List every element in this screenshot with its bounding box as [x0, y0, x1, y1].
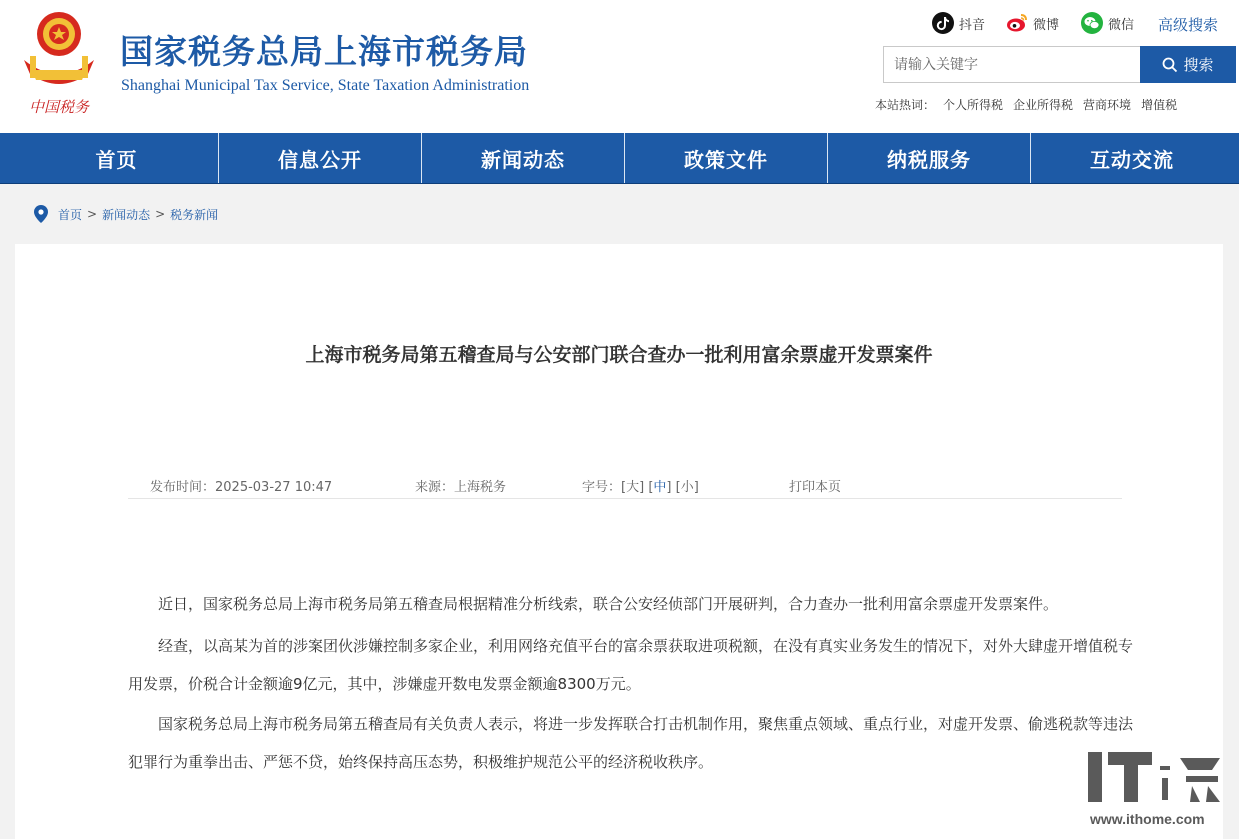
location-pin-icon	[34, 205, 48, 223]
font-size-medium[interactable]: 中	[653, 480, 667, 495]
article-source	[415, 476, 506, 495]
hot-words	[875, 96, 1177, 113]
search-button[interactable]	[1140, 46, 1236, 83]
publish-time	[150, 476, 332, 495]
search-icon	[1162, 57, 1178, 73]
hot-word-link[interactable]: 企业所得税	[1013, 98, 1074, 112]
article-paragraph: 国家税务总局上海市税务局第五稽查局有关负责人表示，将进一步发挥联合打击机制作用，聚焦重点领域、重点行业，对虚开发票、偷逃税款等违法犯罪行为重拳出击、严惩不贷，始终保持高压态势，积极维护规范公平的经济税收秩序。	[128, 715, 1134, 771]
ithome-watermark-logo	[1088, 748, 1224, 806]
site-subtitle: Shanghai Municipal Tax Service, State Taxation Administration	[121, 77, 530, 94]
ithome-watermark-url: www.ithome.com	[1090, 811, 1205, 827]
article-title: 上海市税务局第五稽查局与公安部门联合查办一批利用富余票虚开发票案件	[305, 344, 933, 366]
douyin-icon	[932, 12, 954, 34]
weibo-icon	[1006, 12, 1028, 34]
meta-divider	[128, 498, 1122, 499]
breadcrumb-news[interactable]: 新闻动态	[102, 207, 151, 222]
breadcrumb	[34, 205, 218, 223]
douyin-link[interactable]	[932, 11, 985, 35]
breadcrumb-tax-news[interactable]: 税务新闻	[170, 207, 219, 222]
nav-interaction[interactable]: 互动交流	[1030, 133, 1233, 183]
font-size-small[interactable]: 小	[680, 480, 694, 495]
font-size-large[interactable]: 大	[626, 480, 640, 495]
publish-time-value: 2025-03-27 10:47	[215, 480, 333, 495]
nav-news[interactable]: 新闻动态	[421, 133, 624, 183]
hot-word-link[interactable]: 个人所得税	[943, 98, 1004, 112]
breadcrumb-home[interactable]: 首页	[58, 207, 83, 222]
nav-taxpayer-services[interactable]: 纳税服务	[827, 133, 1030, 183]
nav-home[interactable]: 首页	[95, 147, 138, 172]
site-header	[0, 0, 1239, 133]
article-panel	[15, 244, 1223, 839]
wechat-label: 微信	[1108, 17, 1135, 33]
article-paragraph: 经查，以高某为首的涉案团伙涉嫌控制多家企业，利用网络充值平台的富余票获取进项税额，在没有真实业务发生的情况下，对外大肆虚开增值税专用发票，价税合计金额逾9亿元，其中，涉嫌虚开数电发票金额逾8300万元。	[128, 637, 1134, 693]
font-size-label: 字号：	[582, 480, 622, 495]
site-title[interactable]: 国家税务总局上海市税务局	[120, 32, 528, 71]
weibo-label: 微博	[1033, 17, 1060, 33]
weibo-link[interactable]	[1006, 11, 1059, 35]
breadcrumb-separator: >	[87, 207, 98, 221]
wechat-link[interactable]	[1081, 11, 1134, 35]
main-nav	[0, 133, 1239, 184]
print-page-link[interactable]: 打印本页	[789, 480, 842, 495]
logo-calligraphy: 中国税务	[28, 98, 90, 116]
douyin-label: 抖音	[959, 17, 986, 33]
search-input[interactable]	[883, 46, 1140, 83]
source-label: 来源：	[415, 480, 455, 495]
search-button-label: 搜索	[1183, 56, 1214, 74]
hot-word-link[interactable]: 增值税	[1141, 98, 1178, 112]
advanced-search-link[interactable]: 高级搜索	[1158, 16, 1219, 34]
publish-time-label: 发布时间：	[150, 480, 216, 495]
nav-policy-documents[interactable]: 政策文件	[624, 133, 827, 183]
nav-info-disclosure[interactable]: 信息公开	[218, 133, 421, 183]
article-paragraph: 近日，国家税务总局上海市税务局第五稽查局根据精准分析线索，联合公安经侦部门开展研判，合力查办一批利用富余票虚开发票案件。	[158, 595, 1059, 613]
china-tax-logo[interactable]	[18, 8, 100, 120]
breadcrumb-separator: >	[155, 207, 166, 221]
font-size-switcher: 字号：[大] [中] [小]	[582, 480, 699, 495]
wechat-icon	[1081, 12, 1103, 34]
hot-word-link[interactable]: 营商环境	[1083, 98, 1132, 112]
hot-words-label: 本站热词：	[875, 98, 936, 112]
source-value: 上海税务	[454, 480, 507, 495]
